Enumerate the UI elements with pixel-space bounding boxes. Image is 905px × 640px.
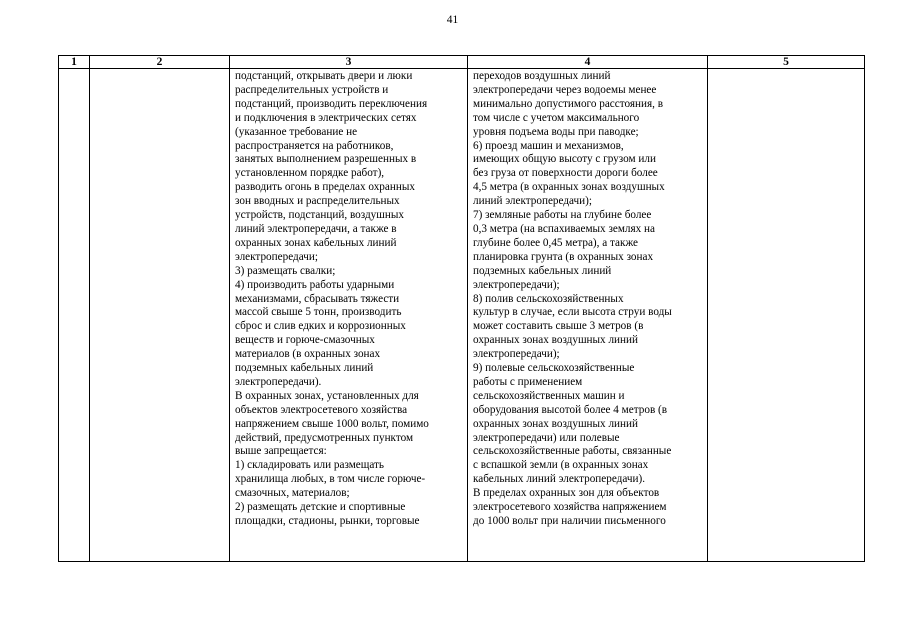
text-line: подстанций, производить переключения	[235, 97, 428, 110]
text-line: подземных кабельных линий	[473, 264, 612, 277]
text-line: сельскохозяйственные работы, связанные	[473, 445, 672, 458]
text-line: культур в случае, если высота струи воды	[473, 306, 672, 319]
text-line: объектов электросетевого хозяйства	[235, 403, 408, 416]
page-number: 41	[446, 14, 459, 26]
text-line: электропередачи).	[235, 375, 322, 388]
text-line: 7) земляные работы на глубине более	[473, 209, 652, 222]
text-line: сброс и слив едких и коррозионных	[235, 320, 406, 333]
text-line: охранных зонах кабельных линий	[235, 236, 397, 249]
text-line: зон вводных и распределительных	[235, 195, 400, 208]
text-line: 1) складировать или размещать	[235, 459, 385, 472]
cell-col-4	[468, 69, 708, 562]
text-line: переходов воздушных линий	[473, 70, 611, 82]
text-line: может составить свыше 3 метров (в	[473, 320, 644, 333]
text-line: выше запрещается:	[235, 445, 327, 458]
column-header-2: 2	[90, 56, 230, 69]
text-line: распространяется на работников,	[235, 139, 394, 152]
text-line: сельскохозяйственных машин и	[473, 389, 625, 402]
text-line: 0,3 метра (на вспахиваемых землях на	[473, 222, 655, 235]
text-line: 3) размещать свалки;	[235, 264, 336, 277]
text-line: оборудования высотой более 4 метров (в	[473, 403, 668, 416]
text-line: электропередачи;	[235, 250, 318, 263]
col4-text	[473, 70, 704, 529]
text-line: 6) проезд машин и механизмов,	[473, 139, 624, 152]
text-line: массой свыше 5 тонн, производить	[235, 306, 402, 319]
text-line: электропередачи);	[473, 348, 560, 361]
text-line: материалов (в охранных зонах	[235, 348, 381, 361]
cell-col-3	[230, 69, 468, 562]
text-line: подстанций, открывать двери и люки	[235, 70, 413, 82]
text-line: разводить огонь в пределах охранных	[235, 181, 415, 194]
text-line: планировка грунта (в охранных зонах	[473, 250, 654, 263]
text-line: подземных кабельных линий	[235, 362, 374, 375]
text-line: электросетевого хозяйства напряжением	[473, 501, 667, 514]
text-line: без груза от поверхности дороги более	[473, 167, 658, 180]
text-line: установленном порядке работ),	[235, 167, 385, 180]
text-line: 2) размещать детские и спортивные	[235, 501, 406, 514]
text-line: минимально допустимого расстояния, в	[473, 97, 664, 110]
column-header-4: 4	[468, 56, 708, 69]
text-line: занятых выполнением разрешенных в	[235, 153, 417, 166]
text-line: В пределах охранных зон для объектов	[473, 487, 660, 500]
text-line: работы с применением	[473, 375, 583, 388]
text-line: напряжением свыше 1000 вольт, помимо	[235, 417, 429, 430]
text-line: линий электропередачи, а также в	[235, 222, 397, 235]
text-line: (указанное требование не	[235, 125, 358, 138]
text-line: электропередачи через водоемы менее	[473, 83, 657, 96]
text-line: электропередачи) или полевые	[473, 431, 620, 444]
text-line: 4,5 метра (в охранных зонах воздушных	[473, 181, 665, 194]
text-line: хранилища любых, в том числе горюче-	[235, 473, 426, 486]
text-line: площадки, стадионы, рынки, торговые	[235, 515, 420, 527]
text-line: с вспашкой земли (в охранных зонах	[473, 459, 649, 472]
text-line: смазочных, материалов;	[235, 487, 350, 500]
content-row	[59, 69, 865, 562]
text-line: механизмами, сбрасывать тяжести	[235, 292, 400, 305]
text-line: 8) полив сельскохозяйственных	[473, 292, 624, 305]
text-line: кабельных линий электропередачи).	[473, 473, 646, 486]
text-line: В охранных зонах, установленных для	[235, 389, 419, 402]
text-line: и подключения в электрических сетях	[235, 111, 417, 124]
text-line: имеющих общую высоту с грузом или	[473, 153, 656, 166]
text-line: охранных зонах воздушных линий	[473, 417, 638, 430]
column-header-1: 1	[59, 56, 90, 69]
text-line: электропередачи);	[473, 278, 560, 291]
column-header-5: 5	[708, 56, 865, 69]
text-line: уровня подъема воды при паводке;	[473, 125, 639, 138]
text-line: веществ и горюче-смазочных	[235, 334, 375, 347]
column-header-3: 3	[230, 56, 468, 69]
text-line: глубине более 0,45 метра), а также	[473, 236, 638, 249]
cell-col-1	[59, 69, 90, 562]
text-line: 9) полевые сельскохозяйственные	[473, 362, 635, 375]
cell-col-2	[90, 69, 230, 562]
text-line: линий электропередачи);	[473, 195, 592, 208]
col3-text	[235, 70, 464, 529]
cell-col-5	[708, 69, 865, 562]
text-line: действий, предусмотренных пунктом	[235, 431, 414, 444]
text-line: распределительных устройств и	[235, 83, 389, 96]
text-line: 4) производить работы ударными	[235, 278, 395, 291]
text-line: устройств, подстанций, воздушных	[235, 209, 404, 222]
text-line: до 1000 вольт при наличии письменного	[473, 515, 666, 527]
document-table	[58, 55, 865, 562]
text-line: охранных зонах воздушных линий	[473, 334, 638, 347]
header-row	[59, 56, 865, 69]
text-line: том числе с учетом максимального	[473, 111, 640, 124]
